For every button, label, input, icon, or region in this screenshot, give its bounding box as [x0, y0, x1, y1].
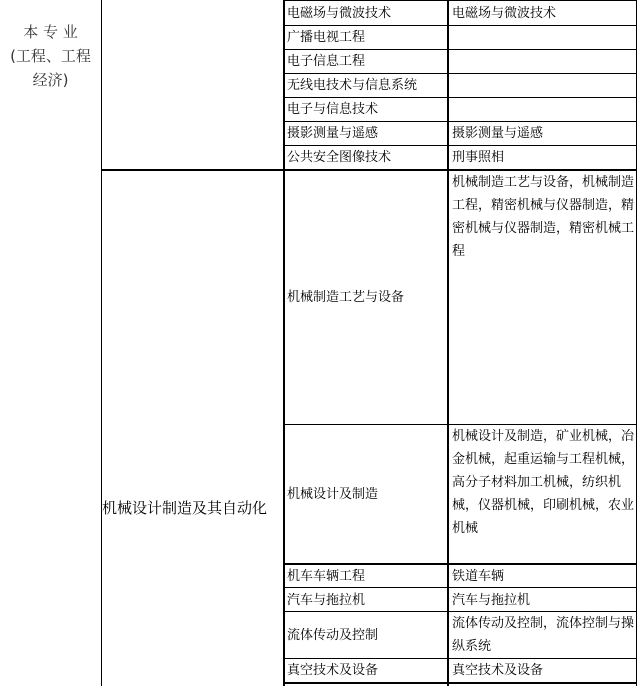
grid-line: [636, 0, 637, 686]
grid-line: [447, 0, 449, 686]
old-major-cell: 机械制造工艺与设备，机械制造工程，精密机械与仪器制造，精密机械与仪器制造，精密机械工程: [452, 175, 635, 259]
major-cell: 摄影测量与遥感: [287, 126, 379, 141]
major-cell: 无线电技术与信息系统: [287, 78, 418, 93]
group-name: 机械设计制造及其自动化: [102, 499, 268, 517]
old-major-cell: 刑事照相: [452, 150, 505, 165]
major-cell: 汽车与拖拉机: [287, 593, 366, 608]
major-cell: 机车车辆工程: [287, 569, 366, 584]
old-major-cell: 流体传动及控制，流体控制与操纵系统: [452, 616, 635, 654]
grid-line: [283, 0, 637, 1]
major-cell: 流体传动及控制: [287, 627, 379, 643]
old-major-cell: 汽车与拖拉机: [452, 593, 531, 608]
major-cell: 电磁场与微波技术: [287, 6, 392, 21]
major-cell: 公共安全图像技术: [287, 150, 392, 165]
grid-line: [101, 0, 102, 686]
old-major-cell: 电磁场与微波技术: [452, 6, 557, 21]
grid-line: [283, 682, 637, 684]
old-major-cell: 真空技术及设备: [452, 663, 544, 678]
major-cell: 真空技术及设备: [287, 663, 379, 678]
major-cell: 电子信息工程: [287, 54, 366, 69]
category-line: 本 专 业: [23, 23, 78, 41]
old-major-cell: 铁道车辆: [452, 569, 505, 584]
category-line: 经济): [32, 71, 69, 89]
category-line: (工程、工程: [10, 47, 91, 65]
old-major-cell: 机械设计及制造，矿业机械，冶金机械，起重运输与工程机械，高分子材料加工机械，纺织机械，仪器机械，印刷机械，农业机械: [452, 429, 635, 536]
major-cell: 广播电视工程: [287, 30, 366, 45]
category-cell: [0, 20, 101, 92]
major-cell: 机械制造工艺与设备: [287, 290, 405, 305]
major-cell: 机械设计及制造: [287, 486, 379, 502]
old-major-cell: 摄影测量与遥感: [452, 126, 544, 141]
major-cell: 电子与信息技术: [287, 102, 379, 117]
